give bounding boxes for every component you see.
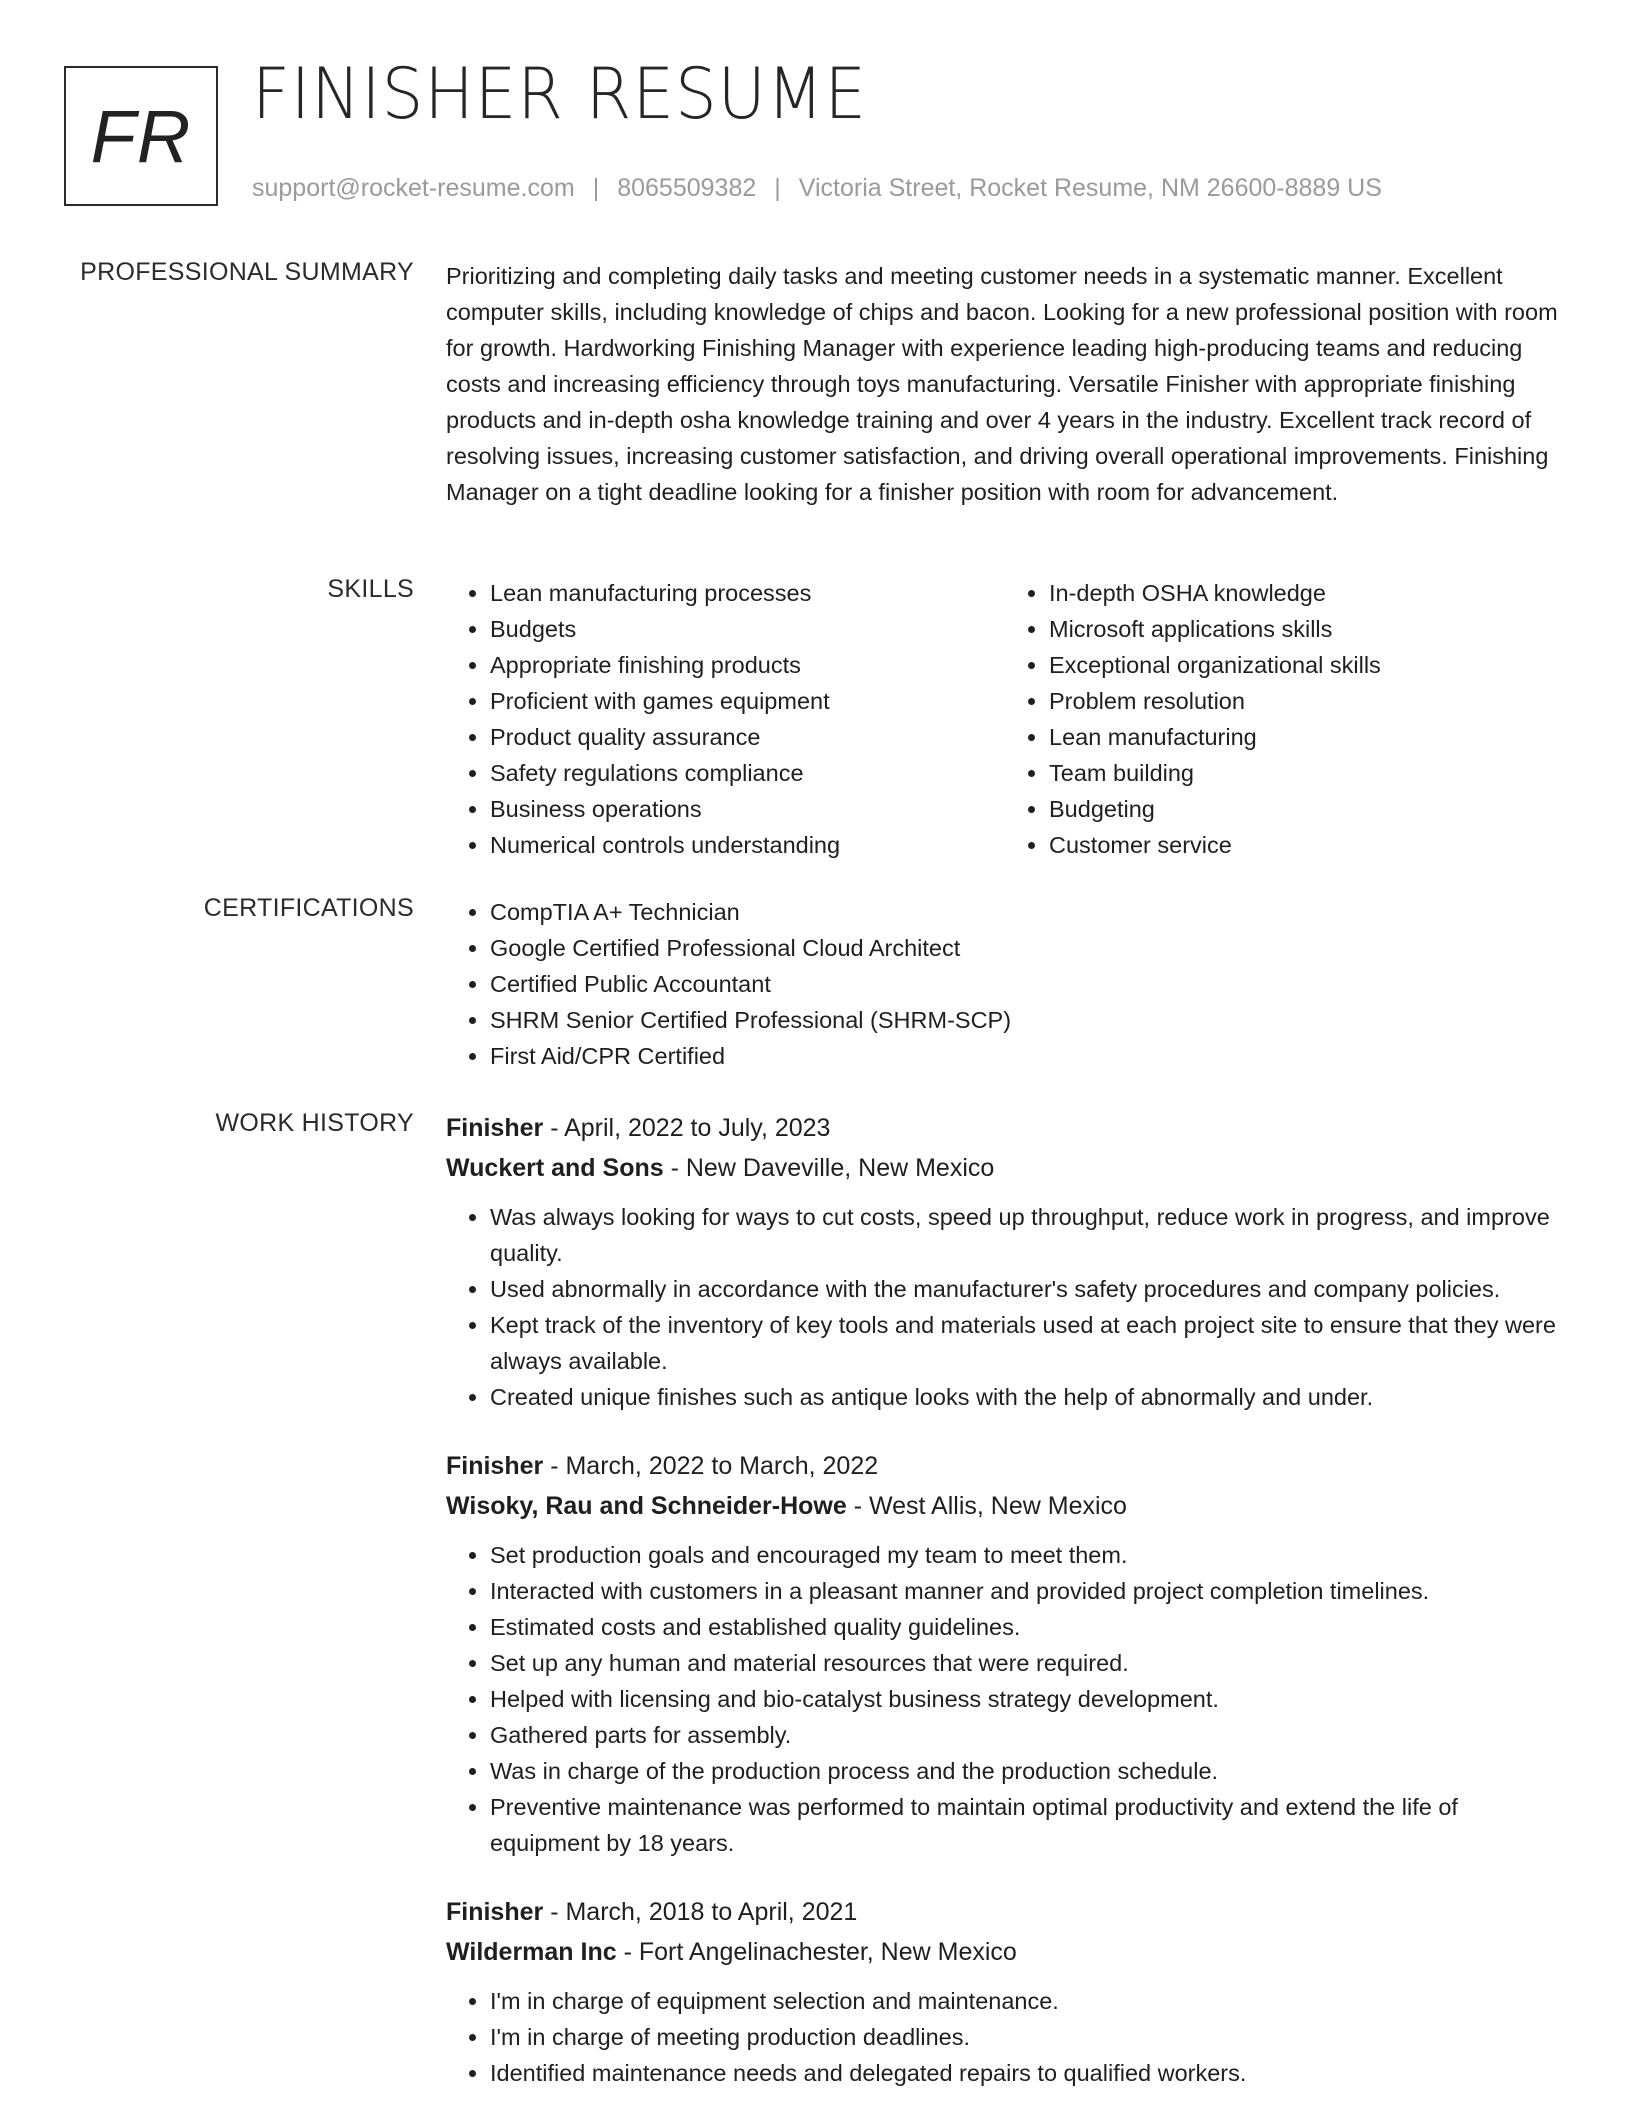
work-history-body <box>446 1109 1564 2123</box>
certifications-list <box>446 894 1564 1074</box>
job-duties-list <box>446 1199 1564 1415</box>
contact-address: Victoria Street, Rocket Resume, NM 26600-8889 US <box>798 174 1382 202</box>
list-item: • Certified Public Accountant <box>490 966 1564 1002</box>
list-item: • Used abnormally in accordance with the manufacturer's safety procedures and company policies. <box>490 1271 1564 1307</box>
job-company: Wilderman Inc <box>446 1938 617 1966</box>
job-dates: - March, 2022 to March, 2022 <box>543 1452 879 1480</box>
section-heading-certifications: CERTIFICATIONS <box>203 894 414 922</box>
section-heading-summary: PROFESSIONAL SUMMARY <box>80 258 414 286</box>
list-item: • Appropriate finishing products <box>490 647 1005 683</box>
list-item: • Estimated costs and established quality guidelines. <box>490 1609 1564 1645</box>
job-location: - Fort Angelinachester, New Mexico <box>616 1938 1017 1966</box>
job-duties-list <box>446 1983 1564 2091</box>
list-item: • Interacted with customers in a pleasant manner and provided project completion timelines. <box>490 1573 1564 1609</box>
section-heading-work-history: WORK HISTORY <box>215 1109 414 1137</box>
list-item: • I'm in charge of meeting production deadlines. <box>490 2019 1564 2055</box>
list-item: • Team building <box>1049 755 1564 791</box>
job-title-line <box>446 1447 1564 1485</box>
job-dates: - March, 2018 to April, 2021 <box>543 1898 858 1926</box>
list-item: • I'm in charge of equipment selection and maintenance. <box>490 1983 1564 2019</box>
list-item: • Helped with licensing and bio-catalyst business strategy development. <box>490 1681 1564 1717</box>
list-item: • Safety regulations compliance <box>490 755 1005 791</box>
list-item: • Gathered parts for assembly. <box>490 1717 1564 1753</box>
initials-monogram: FR <box>64 66 218 206</box>
job-company-line <box>446 1487 1564 1525</box>
resume-name: FINISHER RESUME <box>252 53 868 135</box>
job-company: Wuckert and Sons <box>446 1154 664 1182</box>
job-entry <box>446 1893 1564 2091</box>
list-item: • Identified maintenance needs and delegated repairs to qualified workers. <box>490 2055 1564 2091</box>
contact-email[interactable]: support@rocket-resume.com <box>252 174 575 202</box>
list-item: • Microsoft applications skills <box>1049 611 1564 647</box>
list-item: • Proficient with games equipment <box>490 683 1005 719</box>
contact-phone[interactable]: 8065509382 <box>617 174 757 202</box>
list-item: • In-depth OSHA knowledge <box>1049 575 1564 611</box>
list-item: • Preventive maintenance was performed to maintain optimal productivity and extend the life of equipment by 18 years. <box>490 1789 1564 1861</box>
list-item: • Business operations <box>490 791 1005 827</box>
list-item: • Exceptional organizational skills <box>1049 647 1564 683</box>
list-item: • Budgeting <box>1049 791 1564 827</box>
job-company-line <box>446 1149 1564 1187</box>
certifications-body <box>446 894 1564 1074</box>
job-title: Finisher <box>446 1452 544 1480</box>
list-item: • Set up any human and material resources that were required. <box>490 1645 1564 1681</box>
list-item: • Was always looking for ways to cut costs, speed up throughput, reduce work in progress, and improve quality. <box>490 1199 1564 1271</box>
list-item: • Created unique finishes such as antique looks with the help of abnormally and under. <box>490 1379 1564 1415</box>
job-title-line <box>446 1893 1564 1931</box>
job-company: Wisoky, Rau and Schneider-Howe <box>446 1492 847 1520</box>
section-heading-skills: SKILLS <box>327 575 414 603</box>
summary-text: Prioritizing and completing daily tasks and meeting customer needs in a systematic manner. Excellent computer skills, including knowledge of chips and bacon. Looking for a new professional position with room for growth. Hardworking Finishing Manager with experience leading high-producing teams and reducing costs and increasing efficiency through toys manufacturing. Versatile Finisher with appropriate finishing products and in-depth osha knowledge training and over 4 years in the industry. Excellent track record of resolving issues, increasing customer satisfaction, and driving overall operational improvements. Finishing Manager on a tight deadline looking for a finisher position with room for advancement. <box>446 263 1558 505</box>
list-item: • Was in charge of the production process and the production schedule. <box>490 1753 1564 1789</box>
list-item: • Customer service <box>1049 827 1564 863</box>
contact-separator: | <box>774 174 781 202</box>
job-title: Finisher <box>446 1114 544 1142</box>
list-item: • Set production goals and encouraged my team to meet them. <box>490 1537 1564 1573</box>
list-item: • Product quality assurance <box>490 719 1005 755</box>
job-company-line <box>446 1933 1564 1971</box>
job-entry <box>446 1447 1564 1861</box>
skills-columns <box>446 575 1564 863</box>
job-location: - New Daveville, New Mexico <box>663 1154 995 1182</box>
list-item: • Problem resolution <box>1049 683 1564 719</box>
skills-list-left <box>446 575 1005 863</box>
contact-line <box>252 174 1382 203</box>
list-item: • Google Certified Professional Cloud Architect <box>490 930 1564 966</box>
list-item: • Lean manufacturing processes <box>490 575 1005 611</box>
list-item: • Lean manufacturing <box>1049 719 1564 755</box>
list-item: • Numerical controls understanding <box>490 827 1005 863</box>
list-item: • CompTIA A+ Technician <box>490 894 1564 930</box>
list-item: • SHRM Senior Certified Professional (SHRM-SCP) <box>490 1002 1564 1038</box>
contact-separator: | <box>592 174 600 202</box>
job-location: - West Allis, New Mexico <box>846 1492 1127 1520</box>
job-title-line <box>446 1109 1564 1147</box>
job-dates: - April, 2022 to July, 2023 <box>543 1114 831 1142</box>
list-item: • Budgets <box>490 611 1005 647</box>
skills-list-right <box>1005 575 1564 863</box>
job-duties-list <box>446 1537 1564 1861</box>
list-item: • First Aid/CPR Certified <box>490 1038 1564 1074</box>
job-title: Finisher <box>446 1898 544 1926</box>
job-entry <box>446 1109 1564 1415</box>
list-item: • Kept track of the inventory of key tools and materials used at each project site to ensure that they were always available. <box>490 1307 1564 1379</box>
